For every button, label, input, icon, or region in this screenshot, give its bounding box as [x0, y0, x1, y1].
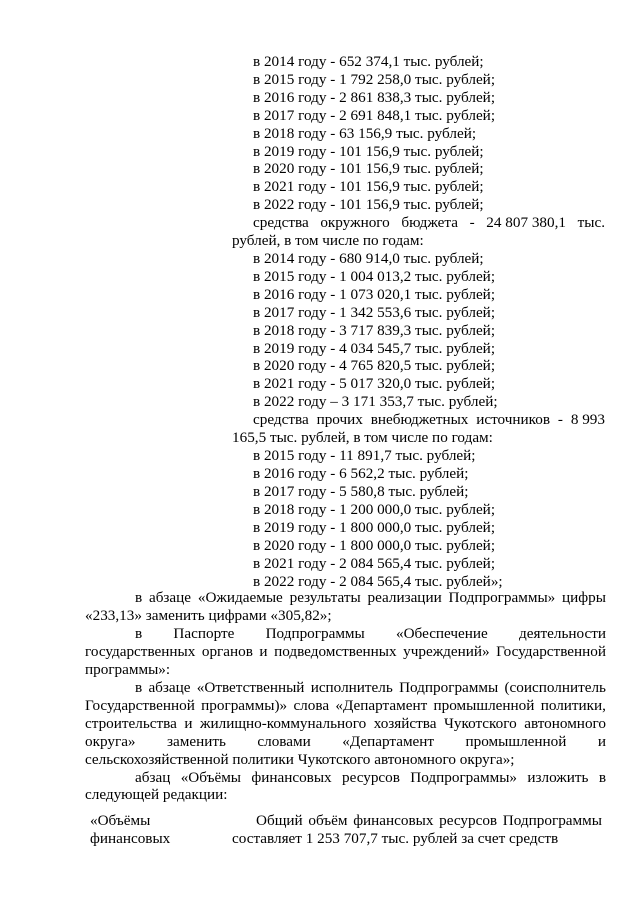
paragraph-line	[135, 589, 606, 607]
year-line: в 2021 году - 2 084 565,4 тыс. рублей;	[253, 555, 496, 572]
word: программы)»	[201, 697, 288, 714]
word: строительства	[85, 715, 177, 732]
district-budget-heading-cont: рублей, в том числе по годам:	[232, 232, 424, 249]
year-line: в 2015 году - 1 004 013,2 тыс. рублей;	[253, 268, 496, 285]
word: Подпрограммы	[399, 679, 499, 696]
year-line: в 2018 году - 1 200 000,0 тыс. рублей;	[253, 501, 496, 518]
word: слова	[293, 697, 330, 714]
year-line: в 2016 году - 2 861 838,3 тыс. рублей;	[253, 89, 496, 106]
word: исполнитель	[310, 679, 393, 696]
word: тыс.	[577, 214, 605, 231]
year-line: в 2021 году - 5 017 320,0 тыс. рублей;	[253, 375, 496, 392]
word: заменить	[167, 733, 226, 750]
word: внебюджетных	[370, 411, 469, 428]
year-line: в 2019 году - 1 800 000,0 тыс. рублей;	[253, 519, 496, 536]
word: средства	[253, 214, 309, 231]
table-right-cell: составляет 1 253 707,7 тыс. рублей за счет средств	[232, 830, 559, 847]
word: в	[598, 769, 606, 786]
word: «Ожидаемые	[197, 589, 283, 606]
year-line: в 2014 году - 680 914,0 тыс. рублей;	[253, 250, 484, 267]
year-line: в 2017 году - 1 342 553,6 тыс. рублей;	[253, 304, 496, 321]
paragraph-line	[135, 769, 606, 787]
table-left-cell: «Объёмы	[90, 812, 151, 829]
year-line: в 2014 году - 652 374,1 тыс. рублей;	[253, 53, 484, 70]
word: словами	[257, 733, 311, 750]
word: политики,	[540, 697, 606, 714]
word: -	[469, 214, 475, 231]
word: Подпрограммы»	[410, 769, 518, 786]
word: 24 807 380,1	[486, 214, 566, 231]
word: и	[184, 715, 193, 732]
word: хозяйства	[373, 715, 437, 732]
year-line: в 2015 году - 11 891,7 тыс. рублей;	[253, 447, 476, 464]
word: -	[557, 411, 563, 428]
year-line: в 2018 году - 63 156,9 тыс. рублей;	[253, 125, 477, 142]
paragraph-line	[135, 679, 606, 697]
word: учреждений»	[403, 643, 490, 660]
word: абзац	[135, 769, 171, 786]
year-line: в 2020 году - 4 765 820,5 тыс. рублей;	[253, 357, 496, 374]
year-line: в 2016 году - 1 073 020,1 тыс. рублей;	[253, 286, 496, 303]
year-line: в 2019 году - 4 034 545,7 тыс. рублей;	[253, 340, 496, 357]
paragraph-line	[135, 625, 606, 643]
year-line: в 2017 году - 5 580,8 тыс. рублей;	[253, 483, 469, 500]
word: Подпрограммы	[502, 812, 602, 829]
table-left-cell: финансовых	[90, 830, 171, 847]
other-sources-heading-cont: 165,5 тыс. рублей, в том числе по годам:	[232, 429, 493, 446]
word: в	[135, 679, 143, 696]
year-line: в 2022 году - 2 084 565,4 тыс. рублей»;	[253, 573, 503, 590]
paragraph-line: следующей редакции:	[85, 786, 228, 803]
year-line: в 2015 году - 1 792 258,0 тыс. рублей;	[253, 71, 496, 88]
district-budget-heading	[253, 214, 605, 232]
word: результаты	[289, 589, 361, 606]
word: средства	[253, 411, 309, 428]
word: ресурсов	[341, 769, 400, 786]
word: Подпрограммы	[265, 625, 365, 642]
word: реализации	[367, 589, 442, 606]
paragraph-line	[85, 697, 606, 715]
word: абзаце	[148, 679, 191, 696]
word: и	[597, 733, 606, 750]
word: ресурсов	[439, 812, 498, 829]
year-line: в 2018 году - 3 717 839,3 тыс. рублей;	[253, 322, 496, 339]
word: деятельности	[519, 625, 606, 642]
year-line: в 2020 году - 1 800 000,0 тыс. рублей;	[253, 537, 496, 554]
year-line: в 2021 году - 101 156,9 тыс. рублей;	[253, 178, 484, 195]
word: 8 993	[570, 411, 605, 428]
word: «Департамент	[335, 697, 428, 714]
year-line: в 2017 году - 2 691 848,1 тыс. рублей;	[253, 107, 496, 124]
word: в	[135, 625, 143, 642]
paragraph-line: сельскохозяйственной политики Чукотского автономного округа»;	[85, 751, 515, 768]
word: «Ответственный	[196, 679, 305, 696]
word: округа»	[85, 733, 136, 750]
word: абзаце	[148, 589, 192, 606]
word: финансовых	[353, 812, 434, 829]
year-line: в 2020 году - 101 156,9 тыс. рублей;	[253, 160, 484, 177]
table-right-cell	[256, 812, 602, 830]
word: объём	[308, 812, 348, 829]
word: государственных	[85, 643, 196, 660]
year-line: в 2022 году – 3 171 353,7 тыс. рублей;	[253, 393, 498, 410]
word: «Объёмы	[180, 769, 242, 786]
word: бюджета	[401, 214, 458, 231]
year-line: в 2019 году - 101 156,9 тыс. рублей;	[253, 143, 484, 160]
word: Общий	[256, 812, 303, 829]
year-line: в 2022 году - 101 156,9 тыс. рублей;	[253, 196, 484, 213]
word: Паспорте	[173, 625, 235, 642]
word: «Департамент	[342, 733, 435, 750]
word: финансовых	[251, 769, 332, 786]
paragraph-line: «233,13» заменить цифрами «305,82»;	[85, 607, 332, 624]
word: в	[135, 589, 143, 606]
word: жилищно-коммунального	[200, 715, 367, 732]
word: Подпрограммы»	[448, 589, 556, 606]
word: промышленной	[433, 697, 535, 714]
word: изложить	[527, 769, 589, 786]
word: и	[259, 643, 268, 660]
paragraph-line	[85, 643, 606, 661]
paragraph-line	[85, 733, 606, 751]
word: Государственной	[496, 643, 606, 660]
other-sources-heading	[253, 411, 605, 429]
word: цифры	[562, 589, 606, 606]
word: прочих	[316, 411, 363, 428]
paragraph-line	[85, 715, 606, 733]
word: промышленной	[465, 733, 567, 750]
word: Чукотского	[444, 715, 517, 732]
paragraph-line: программы»:	[85, 661, 171, 678]
word: (соисполнитель	[504, 679, 606, 696]
word: окружного	[320, 214, 390, 231]
word: автономного	[524, 715, 606, 732]
word: подведомственных	[274, 643, 397, 660]
word: органов	[201, 643, 253, 660]
year-line: в 2016 году - 6 562,2 тыс. рублей;	[253, 465, 469, 482]
word: «Обеспечение	[395, 625, 488, 642]
word: Государственной	[85, 697, 195, 714]
word: источников	[476, 411, 551, 428]
